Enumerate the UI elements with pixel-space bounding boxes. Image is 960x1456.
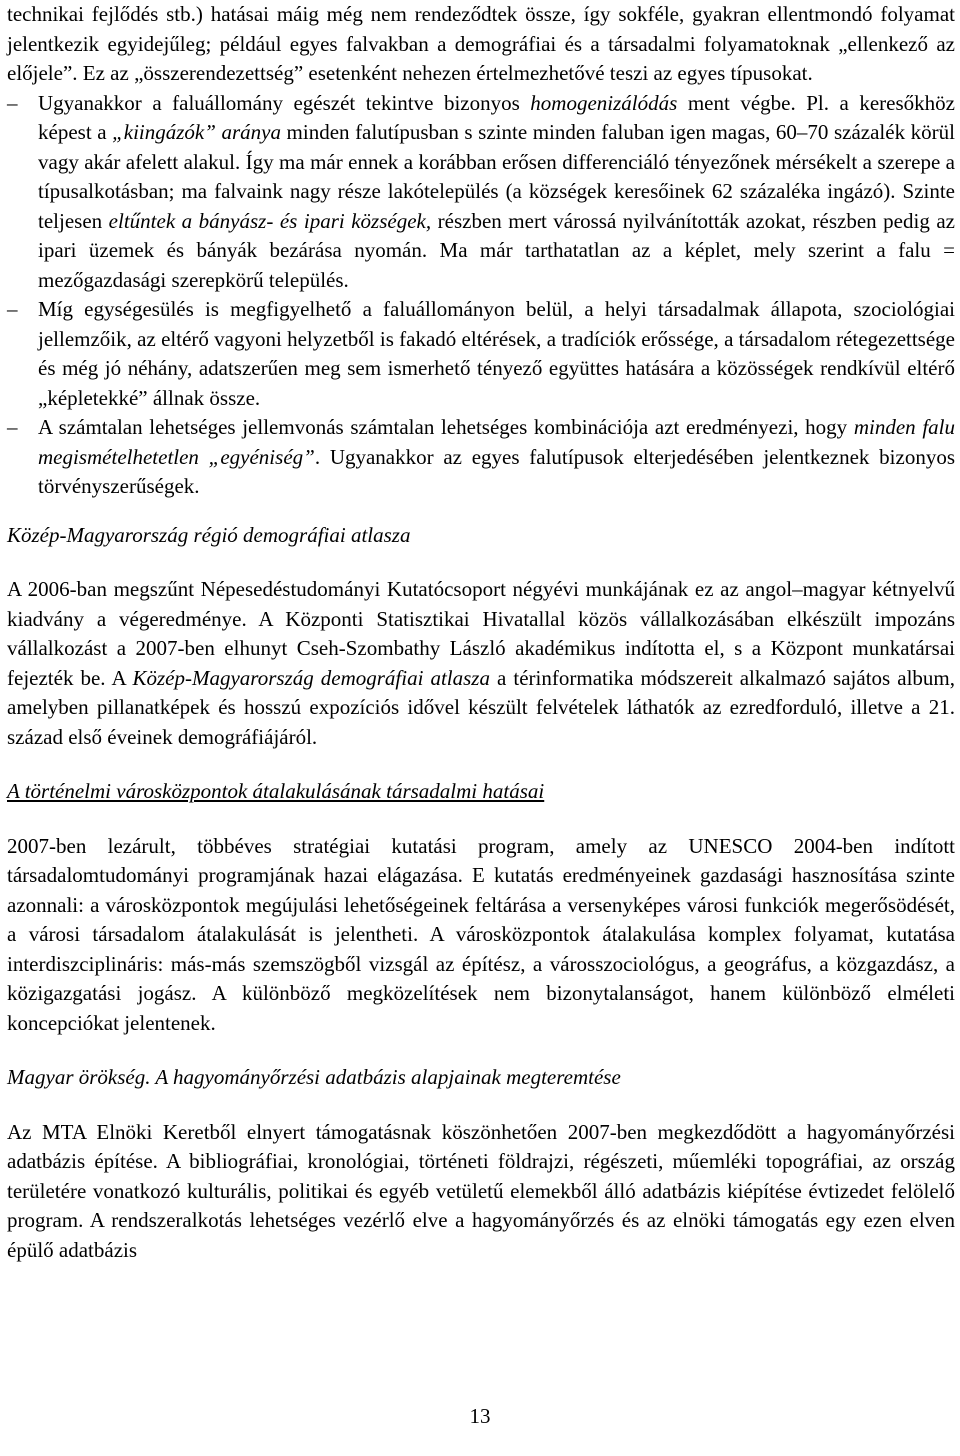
text-run: . Ugyanakkor az egyes falutípusok elterjedésében jelentkeznek bizonyos törvényszerűségek. (38, 444, 955, 498)
text-run: A számtalan lehetséges jellemvonás számtalan lehetséges kombinációja azt eredményezi, hogy (38, 415, 854, 439)
text-run: Ugyanakkor a faluállomány egészét tekintve bizonyos (38, 90, 531, 115)
italic-text: Közép-Magyarország demográfiai atlasza (132, 665, 490, 690)
bullet-item (7, 89, 955, 296)
italic-text: eltűntek a bányász- és ipari községek, (108, 208, 432, 233)
section-heading: Közép-Magyarország régió demográfiai atlasza (7, 522, 411, 547)
italic-text: homogenizálódás (530, 90, 678, 115)
section-body (7, 832, 955, 1039)
text-run: Míg egységesülés is megfigyelhető a faluállományon belül, a helyi társadalmak állapota, szociológiai jellemzőik, az eltérő vagyoni helyzetből is fakadó eltérések, a tradíciók erőssége, a társadalom rétegezettsége és még jó néhány, adatszerűen meg sem ismerhető tényező együttes hatására a közösségek rendkívül eltérő „képletekké” állnak össze. (38, 297, 955, 410)
intro-paragraph (7, 0, 955, 89)
bullet-text (38, 297, 955, 410)
text-run: Az MTA Elnöki Keretből elnyert támogatásnak köszönhetően 2007-ben megkezdődött a hagyományőrzési adatbázis építése. A bibliográfiai, kronológiai, történeti földrajzi, régészeti, műemléki topográfiai, az ország területére vonatkozó kulturális, politikai és egyéb vetületű elemekből álló adatbázis kiépítése évtizedet felölelő program. A rendszeralkotás lehetséges vezérlő elve a hagyományőrzés és az elnöki támogatás egy ezen elven épülő adatbázis (7, 1119, 955, 1262)
document-page (7, 0, 955, 1265)
text-run: A 2006-ban megszűnt Népesedéstudományi Kutatócsoport négyévi munkájának ez az angol–magyar kétnyelvű kiadvány a végeredménye. A Központi Statisztikai Hivatallal közös vállalkozásában elkészült impozáns vállalkozást a 2007-ben elhunyt Cseh-Szombathy László akadémikus indította el, s a Központ munkatársai fejezték be. A (7, 577, 955, 690)
text-run: minden falutípusban s szinte minden faluban igen magas, 60–70 százalék körül vagy akár afelett alakul. Így ma már ennek a korábban erősen differenciáló tényezőnek mérsékelt a szerepe a típusalkotásban; ma falvaink nagy része lakótelepülés (a községek keresőinek 62 százaléka ingázó). Szinte teljesen (38, 120, 955, 233)
bullet-dash: – (7, 297, 18, 321)
text-run: technikai fejlődés stb.) hatásai máig még nem rendeződtek össze, így sokféle, gyakran ellentmondó folyamat jelentkezik egyidejűleg; például egyes falvakban a demográfiai és a társadalmi folyamatoknak „ellenkező az előjele”. Ez az „összerendezettség” esetenként nehezen értelmezhetővé teszi az egyes típusokat. (7, 2, 955, 85)
page-number: 13 (469, 1404, 491, 1428)
section-heading: Magyar örökség. A hagyományőrzési adatbázis alapjainak megteremtése (7, 1065, 621, 1089)
section-heading: A történelmi városközpontok átalakulásának társadalmi hatásai (7, 779, 545, 803)
bullet-dash: – (7, 415, 18, 439)
text-run: 2007-ben lezárult, többéves stratégiai kutatási program, amely az UNESCO 2004-ben indított társadalomtudományi programjának hazai elágazása. E kutatás eredményeinek gazdasági hasznosítása szinte azonnali: a városközpontok megújulási lehetőségeinek feltárása a versenyképes városi funkciók megerősödését, a városi társadalom átalakulását is jelentheti. A városközpontok átalakulása komplex folyamat, kutatása interdiszciplináris: más-más szemszögből vizsgál az építész, a városszociológus, a geográfus, a közgazdász, a közigazgatási jogász. A különböző megközelítések nem bizonytalanságot, hanem különböző elméleti koncepciókat jelentenek. (7, 833, 955, 1035)
bullet-text (38, 91, 955, 292)
bullet-text (38, 415, 955, 498)
text-run: részben mert várossá nyilvánították azokat, részben pedig az ipari üzemek és bányák bezárása nyomán. Ma már tarthatatlan az a képlet, mely szerint a falu = mezőgazdasági szerepkörű település. (38, 208, 956, 292)
text-run: ment végbe. Pl. a keresőkhöz képest a (38, 90, 955, 144)
section-body (7, 575, 955, 752)
text-run: a térinformatika módszereit alkalmazó sajátos album, amelyben pillanatképek és hosszú expozíciós idővel készült felvételek láthatók az ezredforduló, illetve a 21. század első éveinek demográfiájáról. (7, 665, 955, 749)
bullet-item (7, 295, 955, 413)
italic-text: „kiingázók” aránya (112, 120, 281, 144)
section-body (7, 1118, 955, 1266)
italic-text: minden falu megismételhetetlen „egyéniség” (38, 415, 955, 469)
bullet-item (7, 413, 955, 502)
bullet-dash: – (7, 90, 18, 115)
